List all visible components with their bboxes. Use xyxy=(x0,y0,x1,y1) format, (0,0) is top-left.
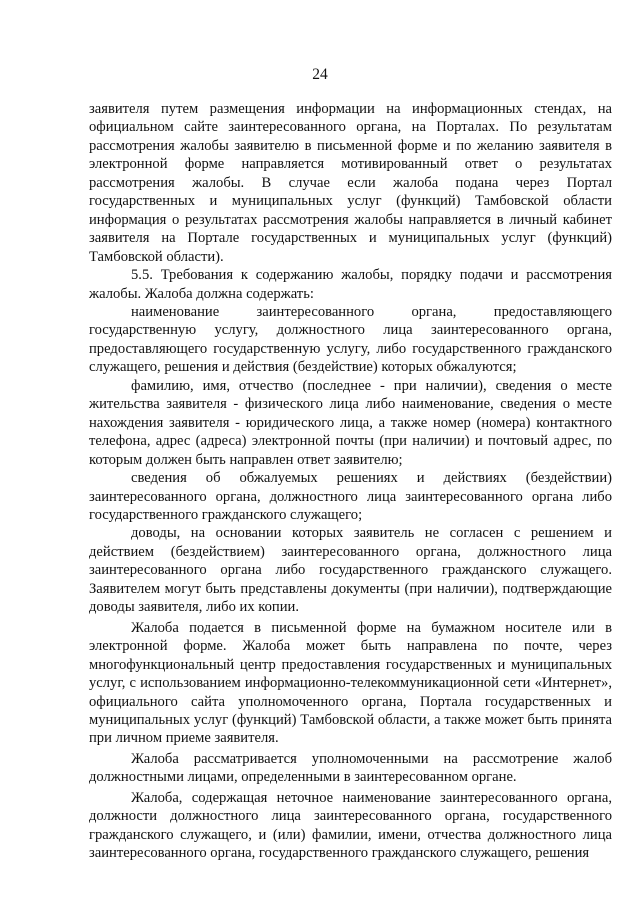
document-body xyxy=(89,100,612,863)
paragraph-item-applicant-info: фамилию, имя, отчество (последнее - при наличии), сведения о месте жительства заявителя - физического лица либо наименование, сведения о месте нахождения заявителя - юридического лица, а также номер (номера) контактного телефона, адрес (адреса) электронной почты (при наличии) и почтовый адрес, по которым должен быть направлен ответ заявителю; xyxy=(89,377,612,468)
paragraph-inaccurate-name: Жалоба, содержащая неточное наименование заинтересованного органа, должности должностного лица заинтересованного органа, государственного гражданского служащего, и (или) фамилии, имени, отчества должностного лица заинтересованного органа, государственного гражданского служащего, решения xyxy=(89,789,612,862)
paragraph-review-officials: Жалоба рассматривается уполномоченными на рассмотрение жалоб должностными лицами, определенными в заинтересованном органе. xyxy=(89,750,612,786)
paragraph-item-organ-name: наименование заинтересованного органа, предоставляющего государственную услугу, должностного лица заинтересованного органа, предоставляющего государственную услугу, либо государственного гражданского служащего, решения и действия (бездействие) которых обжалуются; xyxy=(89,303,612,376)
paragraph-submission-form: Жалоба подается в письменной форме на бумажном носителе или в электронной форме. Жалоба может быть направлена по почте, через многофункциональный центр предоставления государственных и муниципальных услуг, с использованием информационно-телекоммуникационной сети «Интернет», официального сайта уполномоченного органа, Портала государственных и муниципальных услуг (функций) Тамбовской области, а также может быть принята при личном приеме заявителя. xyxy=(89,619,612,747)
paragraph-continuation: заявителя путем размещения информации на информационных стендах, на официальном сайте заинтересованного органа, на Порталах. По результатам рассмотрения жалобы заявителю в письменной форме и по желанию заявителя в электронной форме направляется мотивированный ответ о результатах рассмотрения жалобы. В случае если жалоба подана через Портал государственных и муниципальных услуг (функций) Тамбовской области информация о результатах рассмотрения жалобы направляется в личный кабинет заявителя на Портале государственных и муниципальных услуг (функций) Тамбовской области). xyxy=(89,101,612,265)
page-number: 24 xyxy=(312,66,328,83)
paragraph-section-5-5: 5.5. Требования к содержанию жалобы, порядку подачи и рассмотрения жалобы. Жалоба должна содержать: xyxy=(89,267,612,302)
paragraph-item-decisions: сведения об обжалуемых решениях и действиях (бездействии) заинтересованного органа, должностного лица заинтересованного органа либо государственного гражданского служащего; xyxy=(89,470,612,523)
paragraph-item-arguments: доводы, на основании которых заявитель не согласен с решением и действием (бездействием) заинтересованного органа, должностного лица заинтересованного органа либо государственного гражданского служащего. Заявителем могут быть представлены документы (при наличии), подтверждающие доводы заявителя, либо их копии. xyxy=(89,525,612,616)
